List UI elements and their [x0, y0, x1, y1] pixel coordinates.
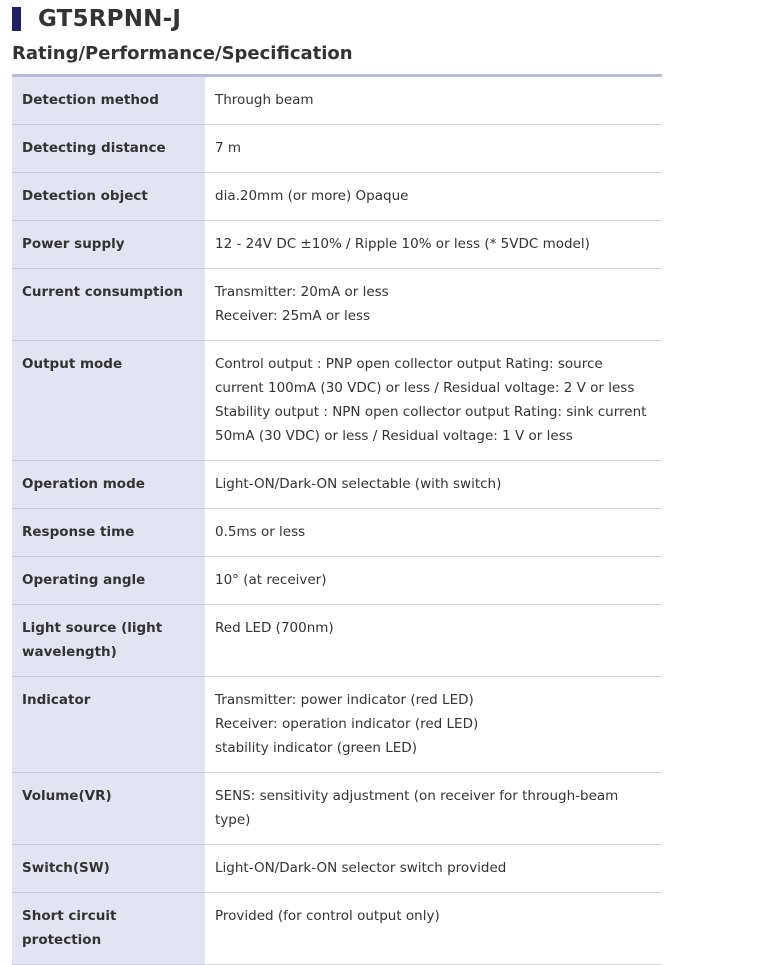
spec-value	[205, 173, 662, 221]
product-header	[12, 4, 181, 34]
spec-row	[12, 509, 662, 557]
spec-label: Switch(SW)	[12, 845, 205, 893]
spec-label: Detection method	[12, 76, 205, 125]
spec-row	[12, 76, 662, 125]
spec-row	[12, 125, 662, 173]
spec-label: Operation mode	[12, 461, 205, 509]
spec-row	[12, 845, 662, 893]
spec-value-line: Transmitter: 20mA or less	[215, 284, 389, 300]
spec-row	[12, 605, 662, 677]
spec-row	[12, 221, 662, 269]
spec-value	[205, 221, 662, 269]
spec-label: Short circuit protection	[12, 893, 205, 965]
spec-row	[12, 893, 662, 965]
spec-row	[12, 173, 662, 221]
spec-value-line: Receiver: operation indicator (red LED)	[215, 716, 479, 732]
spec-label: Output mode	[12, 341, 205, 461]
spec-value	[205, 605, 662, 677]
spec-value-line: Control output : PNP open collector output Rating: source current 100mA (30 VDC) or less / Residual voltage: 2 V or less	[215, 356, 635, 396]
spec-label: Response time	[12, 509, 205, 557]
spec-value	[205, 125, 662, 173]
spec-value-line: Transmitter: power indicator (red LED)	[215, 692, 474, 708]
spec-value-line: dia.20mm (or more) Opaque	[215, 188, 409, 204]
spec-value	[205, 845, 662, 893]
spec-row	[12, 341, 662, 461]
spec-row	[12, 461, 662, 509]
spec-label: Power supply	[12, 221, 205, 269]
spec-value	[205, 773, 662, 845]
spec-value-line: Light-ON/Dark-ON selectable (with switch)	[215, 476, 502, 492]
spec-label: Light source (light wavelength)	[12, 605, 205, 677]
spec-table	[12, 74, 662, 965]
spec-value-line: 10° (at receiver)	[215, 572, 327, 588]
section-title: Rating/Performance/Specification	[12, 43, 353, 64]
spec-value	[205, 557, 662, 605]
spec-row	[12, 269, 662, 341]
spec-value-line: Receiver: 25mA or less	[215, 308, 371, 324]
spec-table-body	[12, 76, 662, 965]
spec-row	[12, 773, 662, 845]
spec-label: Operating angle	[12, 557, 205, 605]
spec-value	[205, 893, 662, 965]
spec-value-line: Provided (for control output only)	[215, 908, 440, 924]
spec-value-line: stability indicator (green LED)	[215, 740, 417, 756]
title-marker-bar	[12, 7, 21, 31]
spec-label: Current consumption	[12, 269, 205, 341]
spec-value	[205, 76, 662, 125]
spec-value	[205, 269, 662, 341]
spec-value-line: SENS: sensitivity adjustment (on receiver for through-beam type)	[215, 788, 619, 828]
spec-row	[12, 677, 662, 773]
spec-label: Volume(VR)	[12, 773, 205, 845]
spec-value-line: 0.5ms or less	[215, 524, 306, 540]
spec-label: Detection object	[12, 173, 205, 221]
spec-value	[205, 341, 662, 461]
spec-value	[205, 461, 662, 509]
spec-value-line: 7 m	[215, 140, 242, 156]
spec-value-line: Through beam	[215, 92, 314, 108]
spec-value-line: Light-ON/Dark-ON selector switch provided	[215, 860, 507, 876]
spec-label: Detecting distance	[12, 125, 205, 173]
spec-value	[205, 509, 662, 557]
product-title: GT5RPNN-J	[38, 6, 182, 32]
spec-value-line: Stability output : NPN open collector output Rating: sink current 50mA (30 VDC) or less / Residual voltage: 1 V or less	[215, 404, 647, 444]
spec-value-line: 12 - 24V DC ±10% / Ripple 10% or less (* 5VDC model)	[215, 236, 590, 252]
spec-row	[12, 557, 662, 605]
spec-value-line: Red LED (700nm)	[215, 620, 334, 636]
spec-value	[205, 677, 662, 773]
spec-label: Indicator	[12, 677, 205, 773]
